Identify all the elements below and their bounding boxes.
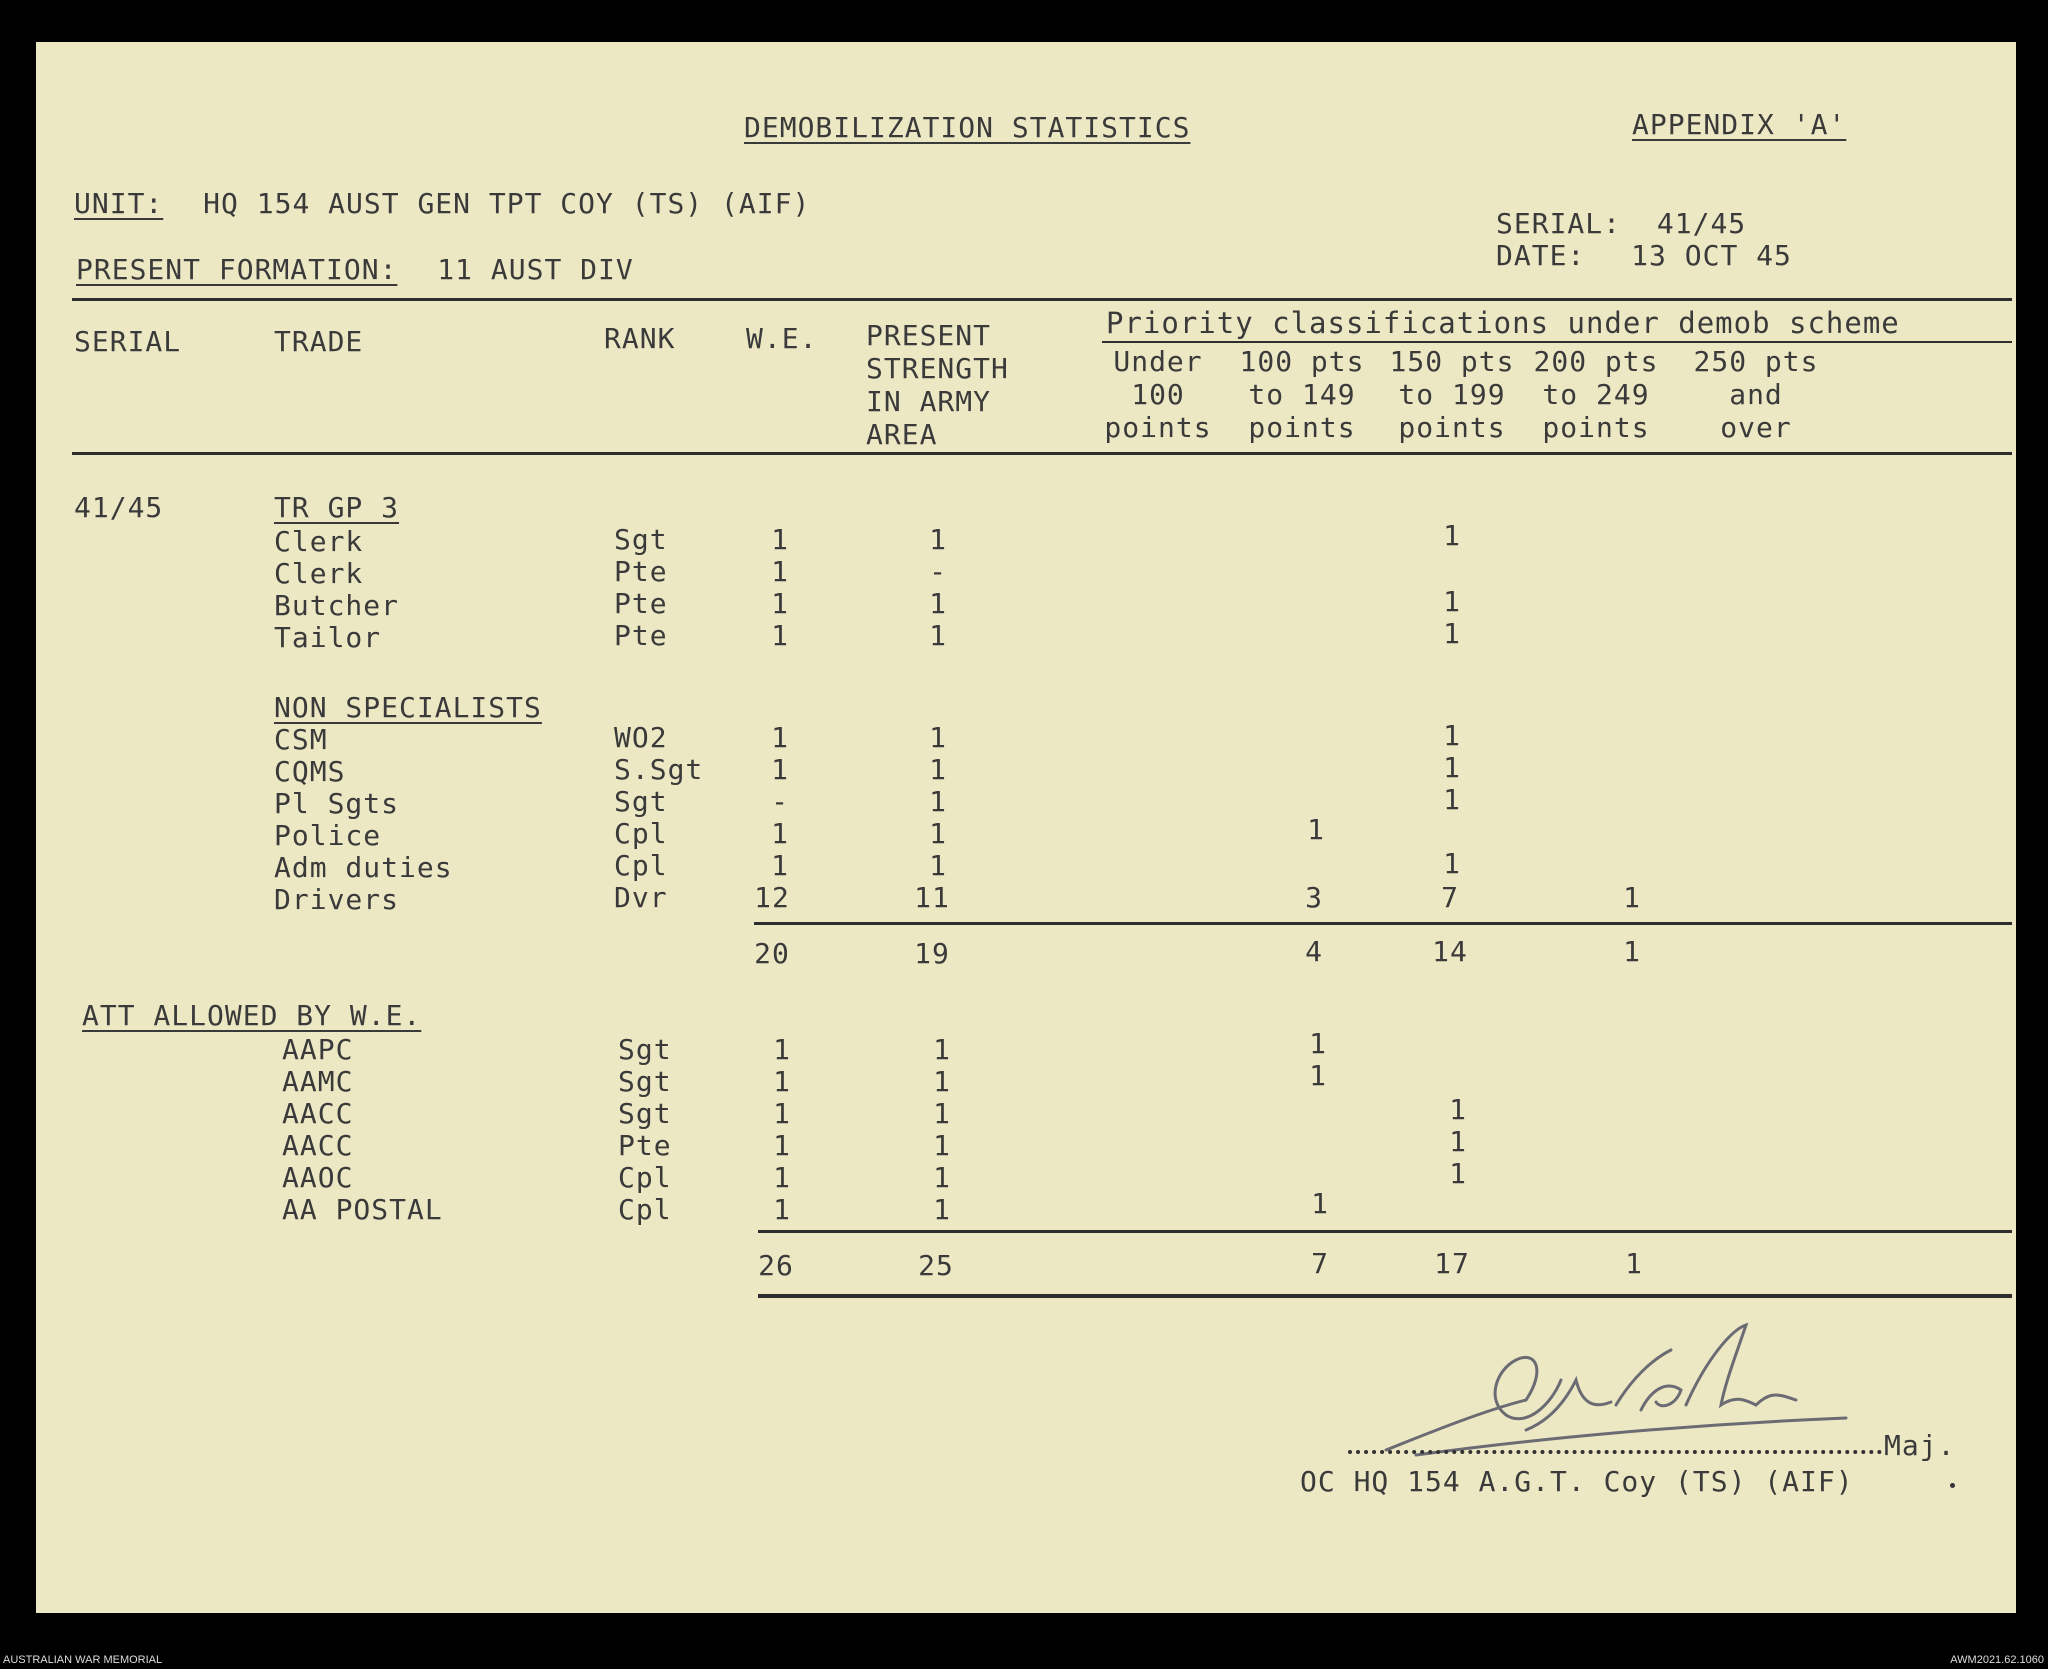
col-present-3: IN ARMY (866, 385, 992, 418)
cell-p150: 1 (1449, 1157, 1467, 1190)
cell-rank: Pte (618, 1129, 672, 1162)
row-serial: 41/45 (74, 491, 164, 524)
cell-present: 1 (929, 849, 947, 882)
serial-value: 41/45 (1656, 207, 1747, 240)
cell-trade: AAPC (282, 1033, 354, 1066)
cell-p150: 1 (1443, 847, 1461, 880)
cell-trade: Clerk (274, 525, 364, 558)
cell-we: 1 (771, 523, 789, 556)
subtotal-rule (754, 922, 2012, 925)
cell-trade: Pl Sgts (274, 787, 400, 820)
cell-trade: AAMC (282, 1065, 354, 1098)
cell-p100: 1 (1309, 1027, 1327, 1060)
total-p150: 17 (1434, 1247, 1470, 1280)
cell-rank: Sgt (618, 1033, 672, 1066)
cell-p100: 1 (1311, 1187, 1329, 1220)
cell-present: 1 (929, 817, 947, 850)
cell-we: 1 (771, 817, 789, 850)
cell-p200: 1 (1623, 881, 1641, 914)
cell-present: 1 (929, 785, 947, 818)
cell-rank: Sgt (618, 1097, 672, 1130)
col-under100-3: points (1104, 411, 1212, 444)
unit-value: HQ 154 AUST GEN TPT COY (TS) (AIF) (203, 187, 811, 220)
cell-present: 1 (929, 721, 947, 754)
col-p200-3: points (1542, 411, 1650, 444)
cell-rank: Cpl (618, 1193, 672, 1226)
formation-line (76, 253, 634, 286)
group-heading-non-specialists: NON SPECIALISTS (274, 691, 542, 724)
cell-trade: Drivers (274, 883, 400, 916)
col-p250-2: and (1729, 378, 1783, 411)
cell-p150: 1 (1443, 617, 1461, 650)
cell-trade: Police (274, 819, 382, 852)
cell-rank: Cpl (614, 849, 668, 882)
cell-present: 1 (929, 523, 947, 556)
cell-p150: 1 (1443, 719, 1461, 752)
group-heading-att-allowed: ATT ALLOWED BY W.E. (82, 999, 422, 1032)
cell-we: - (771, 785, 789, 818)
cell-p100: 1 (1307, 813, 1325, 846)
col-present-1: PRESENT (866, 319, 992, 352)
cell-we: 12 (754, 881, 790, 914)
cell-present: 1 (933, 1129, 951, 1162)
col-trade: TRADE (274, 325, 364, 358)
cell-trade: AACC (282, 1129, 354, 1162)
date-line (1496, 239, 1792, 272)
unit-label: UNIT: (74, 187, 164, 220)
cell-trade: Adm duties (274, 851, 453, 884)
col-rank: RANK (604, 322, 676, 355)
col-serial: SERIAL (74, 325, 182, 358)
cell-trade: AA POSTAL (282, 1193, 443, 1226)
date-label: DATE: (1496, 239, 1586, 272)
formation-label: PRESENT FORMATION: (76, 253, 398, 286)
col-p100-1: 100 pts (1239, 345, 1365, 378)
date-value: 13 OCT 45 (1631, 239, 1792, 272)
subtotal-p150: 14 (1432, 935, 1468, 968)
col-p150-2: to 199 (1398, 378, 1506, 411)
subtotal-we: 20 (754, 937, 790, 970)
cell-present: 11 (914, 881, 950, 914)
cell-we: 1 (773, 1129, 791, 1162)
cell-present: 1 (929, 587, 947, 620)
cell-rank: Cpl (618, 1161, 672, 1194)
cell-rank: Sgt (614, 785, 668, 818)
col-p200-2: to 249 (1542, 378, 1650, 411)
signature-image (1376, 1310, 1856, 1460)
cell-we: 1 (773, 1033, 791, 1066)
subtotal-p200: 1 (1623, 935, 1641, 968)
cell-we: 1 (771, 555, 789, 588)
cell-trade: AACC (282, 1097, 354, 1130)
header-bottom-rule (72, 452, 2012, 455)
cell-rank: Pte (614, 555, 668, 588)
cell-we: 1 (773, 1193, 791, 1226)
cell-trade: Butcher (274, 589, 400, 622)
cell-trade: Clerk (274, 557, 364, 590)
signature-period (1950, 1483, 1955, 1488)
cell-present: 1 (933, 1193, 951, 1226)
cell-p150: 1 (1443, 751, 1461, 784)
total-bottom-rule (758, 1294, 2012, 1298)
cell-we: 1 (773, 1065, 791, 1098)
col-under100-1: Under (1113, 345, 1203, 378)
cell-present: - (929, 555, 947, 588)
cell-present: 1 (933, 1065, 951, 1098)
serial-line (1496, 207, 1747, 240)
signature-dotted-line (1348, 1450, 1882, 1454)
header-top-rule (72, 298, 2012, 301)
cell-trade: Tailor (274, 621, 382, 654)
col-we: W.E. (746, 322, 818, 355)
priority-rule (1102, 341, 2012, 343)
col-p100-3: points (1248, 411, 1356, 444)
cell-we: 1 (771, 753, 789, 786)
cell-rank: Pte (614, 619, 668, 652)
cell-rank: WO2 (614, 721, 668, 754)
total-we: 26 (758, 1249, 794, 1282)
cell-we: 1 (771, 721, 789, 754)
cell-rank: Sgt (618, 1065, 672, 1098)
unit-line (74, 187, 811, 220)
cell-we: 1 (773, 1097, 791, 1130)
col-p250-3: over (1720, 411, 1792, 444)
total-present: 25 (918, 1249, 954, 1282)
footer-left-text: AUSTRALIAN WAR MEMORIAL (3, 1654, 163, 1666)
cell-we: 1 (771, 619, 789, 652)
footer-right-text: AWM2021.62.1060 (1950, 1654, 2044, 1666)
cell-present: 1 (933, 1161, 951, 1194)
subtotal-p100: 4 (1305, 935, 1323, 968)
group-heading-tr-gp-3: TR GP 3 (274, 491, 400, 524)
cell-rank: Dvr (614, 881, 668, 914)
cell-trade: CSM (274, 723, 328, 756)
col-p100-2: to 149 (1248, 378, 1356, 411)
col-present-2: STRENGTH (866, 352, 1009, 385)
cell-we: 1 (771, 849, 789, 882)
subtotal-present: 19 (914, 937, 950, 970)
total-p100: 7 (1311, 1247, 1329, 1280)
formation-value: 11 AUST DIV (437, 253, 634, 286)
document-page (36, 42, 2016, 1613)
cell-trade: CQMS (274, 755, 346, 788)
col-p250-1: 250 pts (1693, 345, 1819, 378)
cell-present: 1 (933, 1033, 951, 1066)
col-under100-2: 100 (1131, 378, 1185, 411)
appendix-label: APPENDIX 'A' (1632, 108, 1847, 141)
serial-label: SERIAL: (1496, 207, 1622, 240)
cell-present: 1 (933, 1097, 951, 1130)
signature-rank: Maj. (1884, 1429, 1956, 1462)
signature-office: OC HQ 154 A.G.T. Coy (TS) (AIF) (1300, 1465, 1854, 1498)
cell-p150: 1 (1449, 1093, 1467, 1126)
cell-we: 1 (771, 587, 789, 620)
cell-rank: Sgt (614, 523, 668, 556)
cell-p100: 3 (1305, 881, 1323, 914)
cell-rank: Cpl (614, 817, 668, 850)
col-p150-1: 150 pts (1389, 345, 1515, 378)
col-present-4: AREA (866, 418, 938, 451)
cell-p150: 1 (1443, 519, 1461, 552)
cell-p150: 1 (1449, 1125, 1467, 1158)
total-p200: 1 (1625, 1247, 1643, 1280)
cell-p100: 1 (1309, 1059, 1327, 1092)
cell-present: 1 (929, 619, 947, 652)
col-p200-1: 200 pts (1533, 345, 1659, 378)
cell-p150: 1 (1443, 585, 1461, 618)
total-top-rule (758, 1230, 2012, 1233)
col-priority-heading: Priority classifications under demob scheme (1106, 306, 1900, 340)
cell-p150: 7 (1441, 881, 1459, 914)
footer-bar (0, 1652, 2048, 1669)
cell-p150: 1 (1443, 783, 1461, 816)
document-title: DEMOBILIZATION STATISTICS (744, 111, 1191, 144)
col-p150-3: points (1398, 411, 1506, 444)
cell-we: 1 (773, 1161, 791, 1194)
cell-present: 1 (929, 753, 947, 786)
cell-rank: Pte (614, 587, 668, 620)
cell-trade: AAOC (282, 1161, 354, 1194)
cell-rank: S.Sgt (614, 753, 704, 786)
